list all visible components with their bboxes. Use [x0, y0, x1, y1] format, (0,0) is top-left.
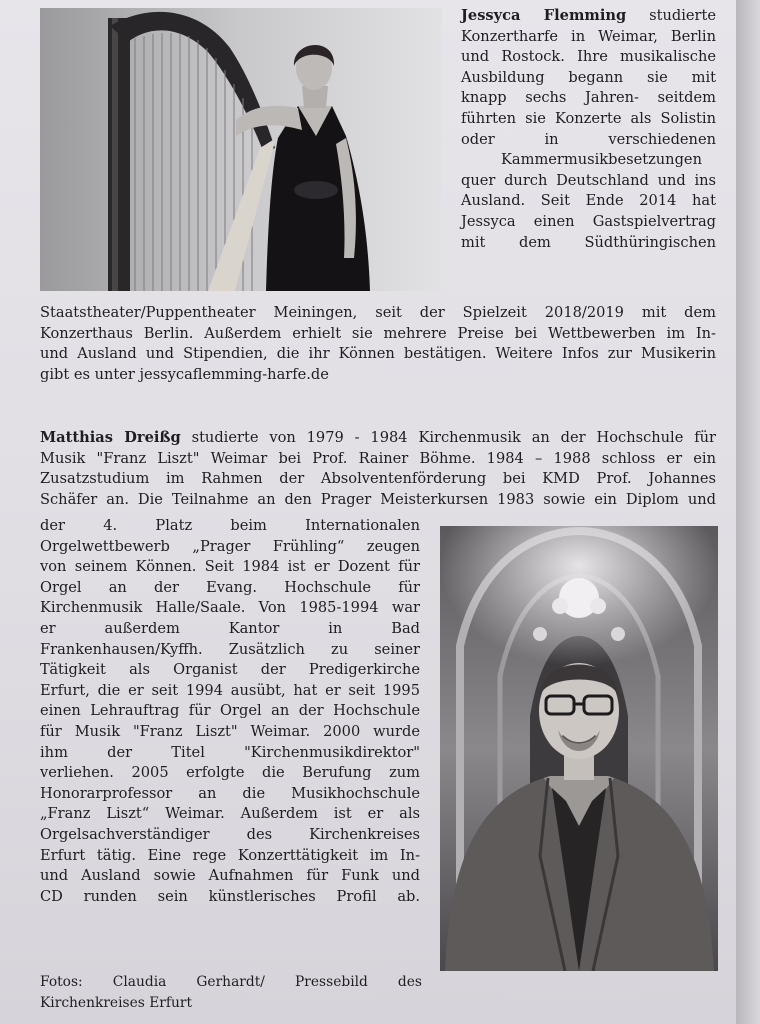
- bio1-line: Staatstheater/Puppentheater Meiningen, seit der Spielzeit 2018/2019 mit dem: [40, 304, 716, 321]
- bio1-line: Jessyca einen Gastspielvertrag: [461, 212, 716, 230]
- bio2-name: Matthias Dreißg: [40, 429, 181, 446]
- credits-line-2: Kirchenkreises Erfurt: [40, 994, 193, 1011]
- bio2-line: ihm der Titel "Kirchenmusikdirektor": [40, 743, 420, 761]
- bio2-line: verliehen. 2005 erfolgte die Berufung zum: [40, 764, 420, 782]
- bio2-line: CD runden sein künstlerisches Profil ab.: [40, 887, 420, 905]
- bio2-line: von seinem Können. Seit 1984 ist er Dozent für: [40, 558, 420, 576]
- bio1-line: und Rostock. Ihre musikalische: [461, 48, 716, 66]
- bio2-line: er außerdem Kantor in Bad: [40, 619, 420, 637]
- bio1-line: oder in verschiedenen: [461, 130, 716, 148]
- bio1-line: führten sie Konzerte als Solistin: [461, 109, 716, 127]
- bio1-continuation: [40, 303, 716, 385]
- bio1-text-block: [461, 6, 716, 253]
- bio2-line: Frankenhausen/Kyffh. Zusätzlich zu seiner: [40, 640, 420, 658]
- bio2-line: für Musik "Franz Liszt" Weimar. 2000 wurde: [40, 722, 420, 740]
- bio2-text-column: [40, 516, 420, 907]
- bio1-line: Jessyca Flemming studierte: [461, 7, 716, 24]
- page-edge: [736, 0, 760, 1024]
- bio2-line: und Ausland sowie Aufnahmen für Funk und: [40, 867, 420, 885]
- bio2-line: Honorarprofessor an die Musikhochschule: [40, 784, 420, 802]
- bio2-line: einen Lehrauftrag für Orgel an der Hochschule: [40, 702, 420, 720]
- bio2-line: Tätigkeit als Organist der Predigerkirche: [40, 661, 420, 679]
- bio1-line: quer durch Deutschland und ins: [461, 171, 716, 189]
- photo-credits: [40, 972, 422, 1013]
- bio2-line: Erfurt tätig. Eine rege Konzerttätigkeit im In-: [40, 846, 420, 864]
- bio2-line: Kirchenmusik Halle/Saale. Von 1985-1994 war: [40, 599, 420, 617]
- bio1-line: Ausbildung begann sie mit: [461, 68, 716, 86]
- bio1-line: Ausland. Seit Ende 2014 hat: [461, 192, 716, 210]
- bio2-line: Orgelwettbewerb „Prager Frühling“ zeugen: [40, 537, 420, 555]
- bio1-line: mit dem Südthüringischen: [461, 233, 716, 251]
- bio2-line: Musik "Franz Liszt" Weimar bei Prof. Rainer Böhme. 1984 – 1988 schloss er ein: [40, 449, 716, 467]
- bio2-line: Schäfer an. Die Teilnahme an den Prager Meisterkursen 1983 sowie ein Diplom und: [40, 490, 716, 508]
- bio2-line: Erfurt, die er seit 1994 ausübt, hat er seit 1995: [40, 681, 420, 699]
- photo-organist: [440, 526, 718, 971]
- bio1-line: Kammermusikbesetzungen: [501, 151, 702, 169]
- photo-harpist: [40, 8, 442, 291]
- bio2-line: „Franz Liszt“ Weimar. Außerdem ist er als: [40, 805, 420, 823]
- bio1-line: und Ausland und Stipendien, die ihr Können bestätigen. Weitere Infos zur Musikerin: [40, 345, 716, 363]
- credits-line-1: Fotos: Claudia Gerhardt/ Pressebild des: [40, 974, 422, 990]
- bio2-line: Orgelsachverständiger des Kirchenkreises: [40, 825, 420, 843]
- bio1-line: Konzertharfe in Weimar, Berlin: [461, 27, 716, 45]
- bio2-line: der 4. Platz beim Internationalen: [40, 517, 420, 534]
- bio2-line: Zusatzstudium im Rahmen der Absolventenförderung bei KMD Prof. Johannes: [40, 470, 716, 488]
- bio1-line: gibt es unter jessycaflemming-harfe.de: [40, 365, 329, 383]
- bio2-line: Matthias Dreißg studierte von 1979 - 1984 Kirchenmusik an der Hochschule für: [40, 429, 717, 446]
- bio1-name: Jessyca Flemming: [461, 7, 627, 24]
- bio1-line: Konzerthaus Berlin. Außerdem erhielt sie mehrere Preise bei Wettbewerben im In-: [40, 324, 716, 342]
- bio2-text-top: [40, 428, 716, 510]
- bio2-line: Orgel an der Evang. Hochschule für: [40, 578, 420, 596]
- bio1-line: knapp sechs Jahren- seitdem: [461, 89, 716, 107]
